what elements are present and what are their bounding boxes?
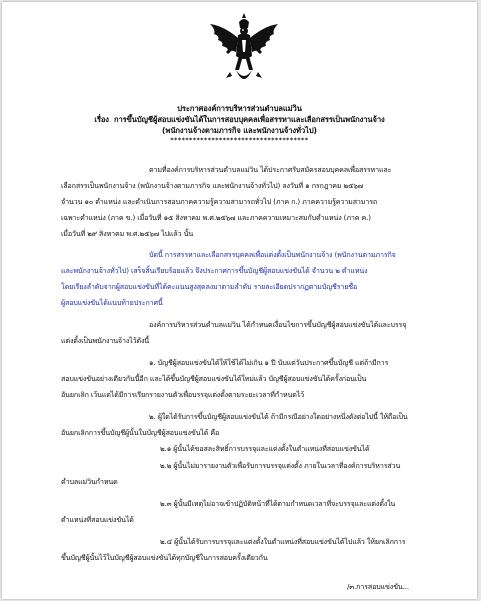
p2-line: บัดนี้ การสรรหาและเลือกสรรบุคคลเพื่อแต่งตั้งเป็นพนักงานจ้าง (พนักงานตามภารกิจ: [149, 250, 396, 259]
p2-line: ผู้สอบแข่งขันได้แนบท้ายประกาศนี้: [61, 298, 163, 307]
p1-line: เลือกสรรเป็นพนักงานจ้าง (พนักงานจ้างตามภารกิจ และพนักงานจ้างทั่วไป) ลงวันที่ ๑ กรกฎาคม ๒๕๖๗: [61, 181, 363, 190]
p2-line: โดยเรียงลำดับจากผู้สอบแข่งขันที่ได้คะแนนสูงสุดลงมาตามลำดับ รายละเอียดปรากฏตามบัญชีรายชื่อ: [61, 282, 358, 291]
condition-2-line: อันยกเลิกการขึ้นบัญชีผู้นั้นในบัญชีผู้สอบแข่งขันได้ คือ: [61, 428, 220, 437]
condition-2-2-line: ตำบลแม่วินกำหนด: [61, 477, 118, 486]
p3-line: แต่งตั้งเป็นพนักงานจ้างไว้ดังนี้: [61, 336, 150, 345]
condition-2-3-line: ๒.๓ ผู้นั้นมีเหตุไม่อาจเข้าปฏิบัติหน้าที่ได้ตามกำหนดเวลาที่จะบรรจุและแต่งตั้งใน: [160, 499, 396, 508]
p1-line: เมื่อวันที่ ๒๙ สิงหาคม พ.ศ.๒๕๖๗ ไปแล้ว นั้น: [61, 229, 194, 238]
p1-line: ตามที่องค์การบริหารส่วนตำบลแม่วิน ได้ประกาศรับสมัครสอบบุคคลเพื่อสรรหาและ: [149, 165, 392, 174]
p1-line: จำนวน ๑๐ ตำแหน่ง และดำเนินการสอบภาคความรู้ความสามารถทั่วไป (ภาค ก.) ภาคความรู้ความสามารถ: [61, 197, 378, 206]
condition-2-line: ๒. ผู้ใดได้รับการขึ้นบัญชีผู้สอบแข่งขันได้ ถ้ามีกรณีอย่างใดอย่างหนึ่งดังต่อไปนี้ ให้ถือเป็น: [149, 412, 408, 421]
heading-org: ประกาศองค์การบริหารส่วนตำบลแม่วิน: [177, 104, 302, 113]
subject-text: การขึ้นบัญชีผู้สอบแข่งขันได้ในการสอบบุคคลเพื่อสรรหาและเลือกสรรเป็นพนักงานจ้าง: [114, 115, 385, 124]
condition-1-line: อันยกเลิก เว้นแต่ได้มีการเรียกรายงานตัวเพื่อบรรจุแต่งตั้งตามระยะเวลาที่กำหนดไว้: [61, 390, 305, 399]
heading-subtitle: (พนักงานจ้างตามภารกิจ และพนักงานจ้างทั่วไป): [162, 126, 317, 135]
condition-2-1: ๒.๑ ผู้นั้นได้ขอสละสิทธิ์การบรรจุและแต่งตั้งในตำแหน่งที่สอบแข่งขันได้: [160, 444, 370, 453]
condition-1-line: ๑. บัญชีผู้สอบแข่งขันได้ให้ใช้ได้ไม่เกิน ๑ ปี นับแต่วันประกาศขึ้นบัญชี แต่ถ้ามีการ: [149, 358, 389, 367]
condition-2-4-line: ขึ้นบัญชีผู้นั้นไว้ในบัญชีผู้สอบแข่งขันได้ทุกบัญชีในการสอบครั้งเดียวกัน: [61, 553, 268, 562]
p2-line: และพนักงานจ้างทั่วไป) เสร็จสิ้นเรียบร้อยแล้ว จึงประกาศการขึ้นบัญชีผู้สอบแข่งขันได้ จำนวน ๒ ตำแหน่ง: [61, 266, 368, 275]
condition-2-2-line: ๒.๒ ผู้นั้นไม่มารายงานตัวเพื่อรับการบรรจุแต่งตั้ง ภายในเวลาที่องค์การบริหารส่วน: [160, 461, 401, 470]
garuda-emblem-icon: [206, 12, 282, 88]
document-page: [2, 2, 477, 599]
condition-2-4-line: ๒.๔ ผู้นั้นได้รับการบรรจุและแต่งตั้งในตำแหน่งที่สอบแข่งขันได้ไปแล้ว ให้ยกเลิกการ: [160, 537, 406, 546]
p1-line: เฉพาะตำแหน่ง (ภาค ข.) เมื่อวันที่ ๑๕ สิงหาคม พ.ศ.๒๕๖๗ และภาคความเหมาะสมกับตำแหน่ง (ภาค ค.): [61, 213, 371, 222]
p3-line: องค์การบริหารส่วนตำบลแม่วิน ได้กำหนดเงื่อนไขการขึ้นบัญชีผู้สอบแข่งขันได้และบรรจุ: [149, 320, 407, 329]
subject-label: เรื่อง: [94, 115, 109, 124]
heading-stars: *************************************: [170, 137, 309, 144]
continuation-note: /๓.การสอบแข่งขัน...: [347, 582, 409, 591]
condition-2-3-line: ตำแหน่งที่สอบแข่งขันได้: [61, 515, 134, 524]
condition-1-line: สอบแข่งขันอย่างเดียวกันนี้อีก และได้ขึ้นบัญชีผู้สอบแข่งขันได้ใหม่แล้ว บัญชีผู้สอบแข่งขันได้ครั้งก่อนเป็น: [61, 374, 367, 383]
